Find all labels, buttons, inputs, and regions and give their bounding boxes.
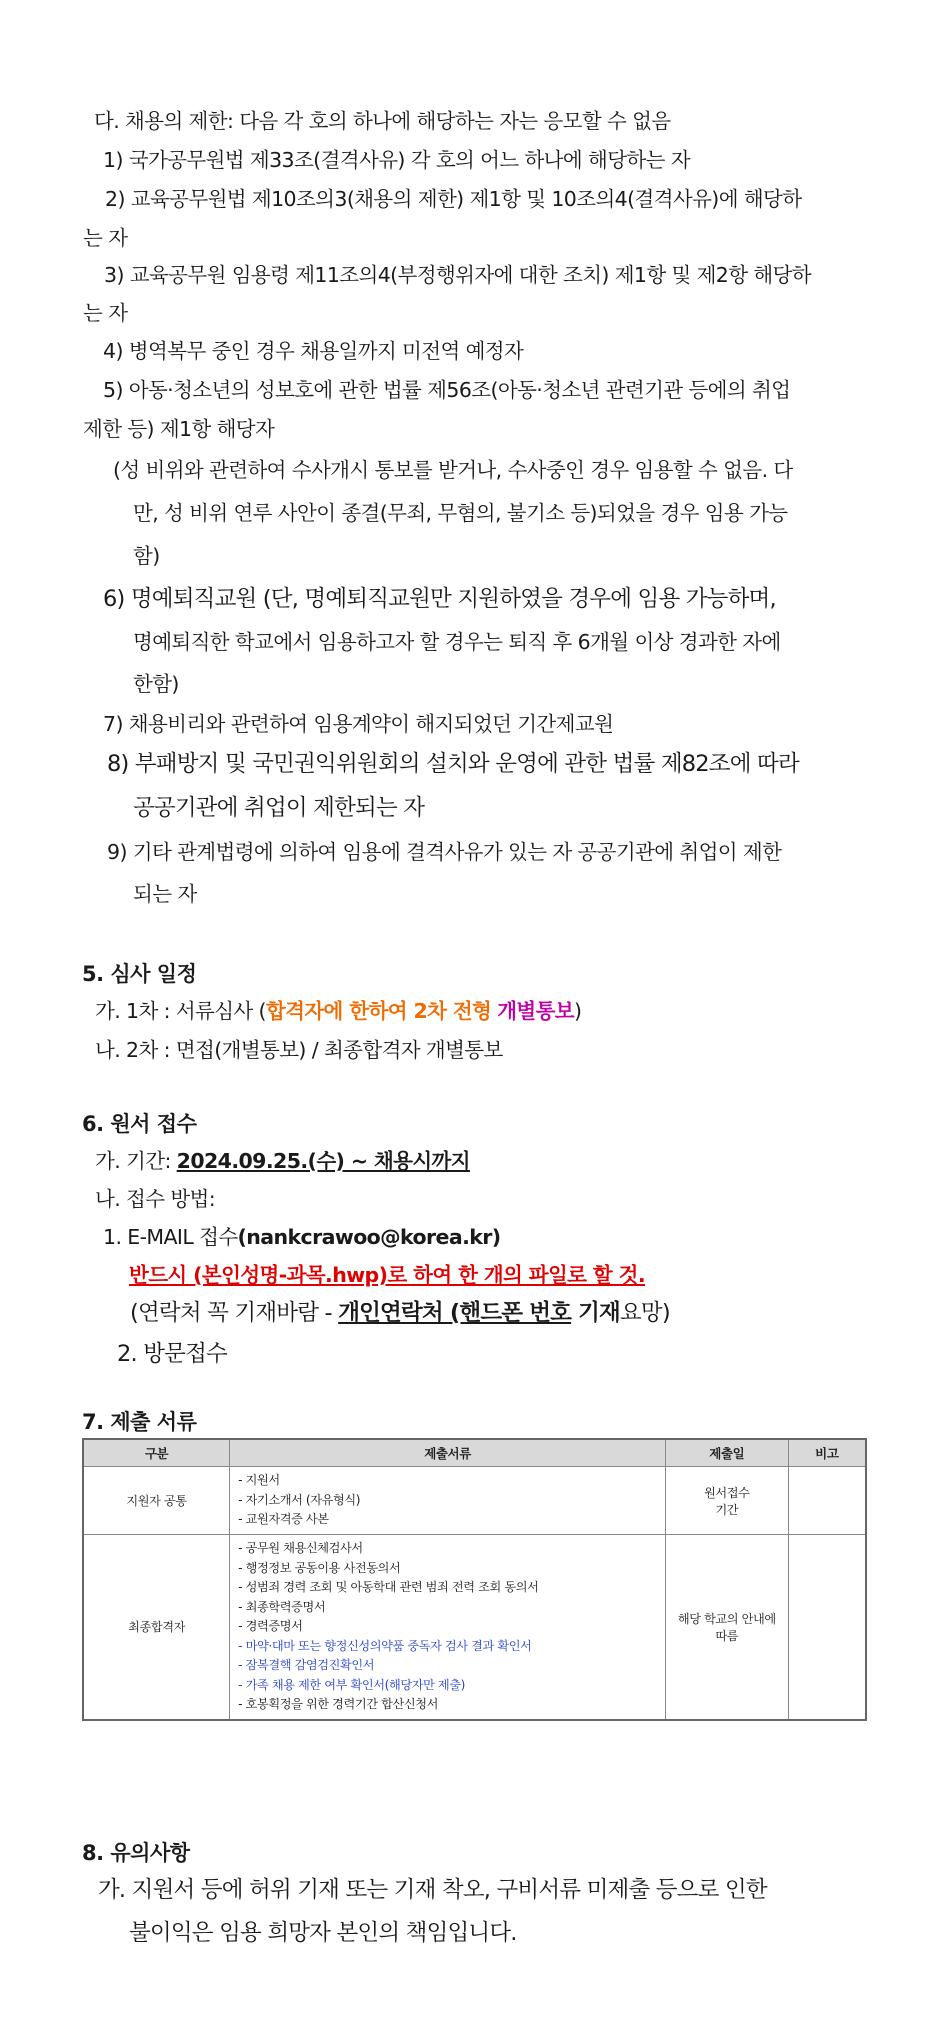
column-header: 비고	[788, 1439, 866, 1467]
table-row	[83, 1467, 866, 1535]
document-item: - 자기소개서 (자유형식)	[238, 1492, 361, 1507]
apply-method-label: 나. 접수 방법:	[95, 1187, 216, 1211]
category-cell: 지원자 공통	[83, 1467, 230, 1535]
restriction-note-2: 만, 성 비위 연루 사안이 종결(무죄, 무혐의, 불기소 등)되었을 경우 임용 가능	[133, 501, 788, 525]
due-line: 원서접수	[704, 1485, 750, 1500]
apply-heading: 6. 원서 접수	[82, 1112, 197, 1136]
document-item: - 최종학력증명서	[238, 1599, 326, 1614]
restriction-item-6-cont2: 한함)	[133, 672, 179, 696]
schedule-round-1	[95, 996, 581, 1026]
due-line: 기간	[715, 1502, 739, 1517]
restriction-item-7: 7) 채용비리와 관련하여 임용계약이 해지되었던 기간제교원	[103, 712, 614, 736]
restriction-item-6-cont: 명예퇴직한 학교에서 임용하고자 할 경우는 퇴직 후 6개월 이상 경과한 자에	[133, 630, 781, 654]
restriction-item-8: 8) 부패방지 및 국민권익위원회의 설치와 운영에 관한 법률 제82조에 따라	[107, 751, 799, 777]
due-line: 따름	[715, 1628, 739, 1643]
column-header: 제출일	[665, 1439, 788, 1467]
items-cell	[230, 1535, 666, 1720]
column-header: 제출서류	[230, 1439, 666, 1467]
note-cell	[788, 1535, 866, 1720]
restriction-item-8-cont: 공공기관에 취업이 제한되는 자	[133, 795, 425, 821]
restriction-item-9-cont: 되는 자	[133, 882, 197, 906]
apply-filename-note	[129, 1260, 645, 1290]
apply-method-email	[103, 1222, 501, 1252]
notes-item-1: 가. 지원서 등에 허위 기재 또는 기재 착오, 구비서류 미제출 등으로 인한	[98, 1877, 767, 1903]
due-line: 해당 학교의 안내에	[677, 1611, 776, 1626]
schedule-round-1-notify: 개별통보	[497, 999, 574, 1023]
apply-contact-pre: (연락처 꼭 기재바람 -	[130, 1300, 339, 1326]
apply-method-visit: 2. 방문접수	[117, 1341, 227, 1367]
schedule-round-2: 나. 2차 : 면접(개별통보) / 최종합격자 개별통보	[95, 1038, 503, 1062]
document-item: - 잠복결핵 감염검진확인서	[238, 1658, 375, 1672]
restriction-item-3: 3) 교육공무원 임용령 제11조의4(부정행위자에 대한 조치) 제1항 및 제2항 해당하	[104, 263, 811, 287]
schedule-round-1-highlight: 합격자에 한하여 2차 전형	[265, 999, 492, 1023]
apply-email-address: (nankcrawoo@korea.kr)	[237, 1225, 501, 1249]
table-row	[83, 1535, 866, 1720]
apply-period-label: 가. 기간:	[95, 1149, 177, 1173]
docs-heading: 7. 제출 서류	[82, 1410, 197, 1434]
apply-email-label: 1. E-MAIL 접수	[103, 1225, 238, 1249]
document-item: - 가족 채용 제한 여부 확인서(해당자만 제출)	[238, 1677, 466, 1692]
schedule-round-1-close: )	[574, 999, 582, 1023]
restriction-note-3: 함)	[133, 544, 160, 568]
restriction-item-6: 6) 명예퇴직교원 (단, 명예퇴직교원만 지원하였을 경우에 임용 가능하며,	[103, 586, 776, 612]
document-item: - 호봉획정을 위한 경력기간 합산신청서	[238, 1697, 438, 1711]
items-cell	[230, 1467, 666, 1535]
column-header: 구분	[83, 1439, 230, 1467]
restriction-item-5: 5) 아동·청소년의 성보호에 관한 법률 제56조(아동·청소년 관련기관 등에의 취업	[103, 378, 791, 402]
apply-contact-note	[130, 1298, 670, 1328]
due-cell	[665, 1467, 788, 1535]
schedule-heading: 5. 심사 일정	[82, 962, 197, 986]
apply-filename-rule: 반드시 (본인성명-과목.hwp)로 하여 한 개의 파일로 할 것.	[129, 1263, 646, 1287]
restriction-item-5-cont: 제한 등) 제1항 해당자	[83, 417, 275, 441]
document-item: - 경력증명서	[238, 1619, 303, 1633]
apply-contact-post: 요망)	[620, 1300, 670, 1326]
apply-contact-bold: 개인연락처 (핸드폰 번호	[338, 1300, 572, 1326]
document-item: - 행정정보 공동이용 사전동의서	[238, 1560, 401, 1575]
restriction-item-9: 9) 기타 관계법령에 의하여 임용에 결격사유가 있는 자 공공기관에 취업이 제한	[107, 840, 782, 864]
apply-period-value: 2024.09.25.(수) ~ 채용시까지	[176, 1149, 470, 1173]
note-cell	[788, 1467, 866, 1535]
restriction-title: 다. 채용의 제한: 다음 각 호의 하나에 해당하는 자는 응모할 수 없음	[94, 109, 671, 133]
document-item: - 성범죄 경력 조회 및 아동학대 관련 범죄 전력 조회 동의서	[238, 1580, 539, 1594]
notes-item-1-cont: 불이익은 임용 희망자 본인의 책임입니다.	[129, 1920, 517, 1946]
document-item: - 마약·대마 또는 향정신성의약품 중독자 검사 결과 확인서	[238, 1638, 532, 1653]
notes-heading: 8. 유의사항	[82, 1841, 190, 1865]
category-cell: 최종합격자	[83, 1535, 230, 1720]
restriction-item-2-cont: 는 자	[83, 226, 128, 250]
document-item: - 공무원 채용신체검사서	[238, 1541, 363, 1555]
schedule-round-1-label: 가. 1차 : 서류심사 (	[95, 999, 266, 1023]
restriction-note-1: (성 비위와 관련하여 수사개시 통보를 받거나, 수사중인 경우 임용할 수 없음. 다	[113, 458, 793, 482]
apply-contact-bold-2: 기재	[571, 1300, 620, 1326]
table-header-row	[83, 1439, 866, 1467]
documents-table	[82, 1438, 867, 1721]
restriction-item-3-cont: 는 자	[83, 301, 128, 325]
apply-period	[95, 1146, 470, 1176]
restriction-item-1: 1) 국가공무원법 제33조(결격사유) 각 호의 어느 하나에 해당하는 자	[103, 148, 690, 172]
due-cell	[665, 1535, 788, 1720]
restriction-item-2: 2) 교육공무원법 제10조의3(채용의 제한) 제1항 및 10조의4(결격사유)에 해당하	[105, 187, 802, 211]
document-item: - 지원서	[238, 1473, 280, 1488]
document-item: - 교원자격증 사본	[238, 1512, 329, 1527]
restriction-item-4: 4) 병역복무 중인 경우 채용일까지 미전역 예정자	[103, 339, 524, 363]
